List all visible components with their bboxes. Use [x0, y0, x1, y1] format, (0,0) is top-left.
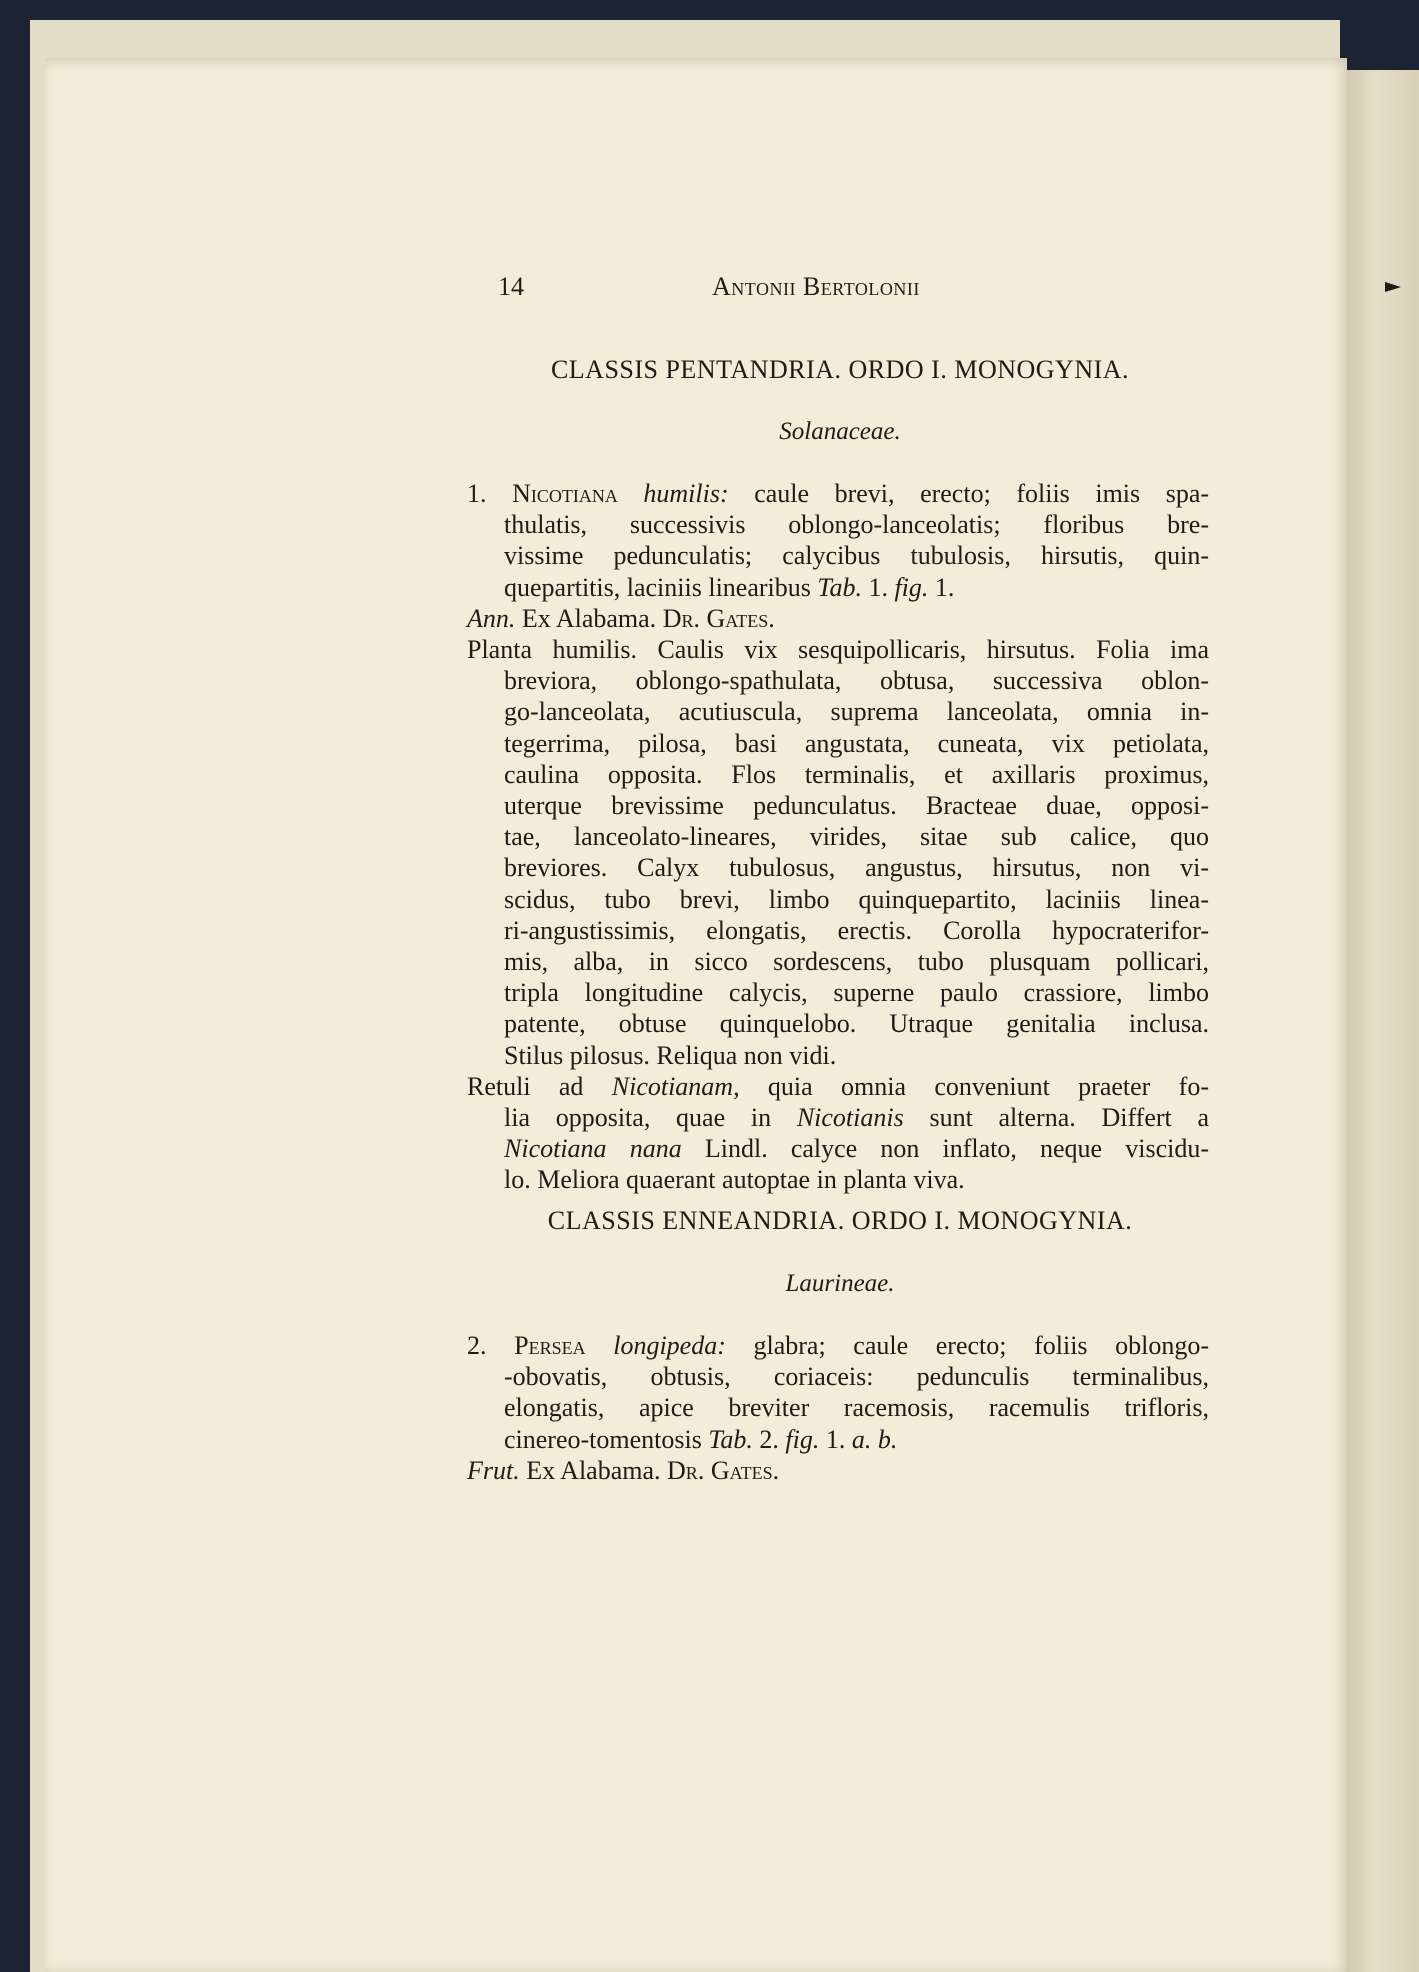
- remark-line: Retuli ad Nicotianam, quia omnia conveniunt praeter fo-: [467, 1071, 1209, 1101]
- section-heading: CLASSIS PENTANDRIA. ORDO I. MONOGYNIA.: [550, 355, 1130, 384]
- family-name: Solanaceae.: [779, 418, 901, 445]
- description-line: tae, lanceolato-lineares, virides, sitae sub calice, quo: [504, 822, 1209, 852]
- description-line: patente, obtuse quinquelobo. Utraque genitalia inclusa.: [504, 1009, 1209, 1039]
- description-line: caulina opposita. Flos terminalis, et axillaris proximus,: [504, 759, 1209, 789]
- description-line: scidus, tubo brevi, limbo quinquepartito, laciniis linea-: [504, 884, 1209, 914]
- description-line: ri-angustissimis, elongatis, erectis. Corolla hypocraterifor-: [504, 915, 1209, 945]
- entry-line: elongatis, apice breviter racemosis, racemulis trifloris,: [504, 1393, 1209, 1423]
- running-head-author: Antonii Bertolonii: [712, 272, 920, 301]
- entry-line: cinereo-tomentosis Tab. 2. fig. 1. a. b.: [504, 1424, 898, 1454]
- running-head: [0, 272, 1419, 312]
- family-name: Laurineae.: [785, 1270, 895, 1297]
- entry-line: quepartitis, laciniis linearibus Tab. 1. fig. 1.: [504, 572, 955, 602]
- genus-name: Nicotiana: [512, 479, 618, 508]
- description-line: mis, alba, in sicco sordescens, tubo plusquam pollicari,: [504, 947, 1209, 977]
- remark-line: Nicotiana nana Lindl. calyce non inflato, neque viscidu-: [504, 1134, 1209, 1164]
- description-line: go-lanceolata, acutiuscula, suprema lanceolata, omnia in-: [504, 697, 1209, 727]
- description-line: Planta humilis. Caulis vix sesquipollicaris, hirsutus. Folia ima: [467, 635, 1209, 664]
- description-line: breviora, oblongo-spathulata, obtusa, successiva oblon-: [504, 666, 1209, 696]
- description-line: Stilus pilosus. Reliqua non vidi.: [504, 1040, 837, 1070]
- entry-line: thulatis, successivis oblongo-lanceolatis; floribus bre-: [504, 510, 1209, 540]
- species-entry: [467, 478, 1209, 634]
- description-line: tegerrima, pilosa, basi angustata, cuneata, vix petiolata,: [504, 728, 1209, 758]
- description: [467, 634, 1209, 1196]
- page-number: 14: [498, 272, 524, 301]
- description-line: uterque brevissime pedunculatus. Bracteae duae, opposi-: [504, 791, 1209, 821]
- remark-line: lia opposita, quae in Nicotianis sunt alterna. Differt a: [504, 1103, 1210, 1133]
- entry-line: vissime pedunculatis; calycibus tubulosis, hirsutis, quin-: [504, 541, 1209, 571]
- entry-line: -obovatis, obtusis, coriaceis: pedunculis terminalibus,: [504, 1362, 1209, 1392]
- species-name: longipeda:: [613, 1331, 726, 1360]
- section-heading: CLASSIS ENNEANDRIA. ORDO I. MONOGYNIA.: [547, 1206, 1133, 1235]
- remark-line: lo. Meliora quaerant autoptae in planta viva.: [504, 1165, 965, 1195]
- species-entry: [467, 1330, 1209, 1486]
- entry-line: 2. Persea longipeda: glabra; caule erecto; foliis oblongo-: [467, 1331, 1210, 1360]
- genus-name: Persea: [514, 1331, 586, 1360]
- description-line: breviores. Calyx tubulosus, angustus, hirsutus, non vi-: [504, 853, 1209, 883]
- entry-line: 1. Nicotiana humilis: caule brevi, erecto; foliis imis spa-: [467, 479, 1210, 508]
- description-line: tripla longitudine calycis, superne paulo crassiore, limbo: [504, 978, 1209, 1008]
- habitat-line: Ann. Ex Alabama. Dr. Gates.: [467, 603, 775, 633]
- habitat-line: Frut. Ex Alabama. Dr. Gates.: [467, 1455, 780, 1485]
- species-name: humilis:: [643, 479, 729, 508]
